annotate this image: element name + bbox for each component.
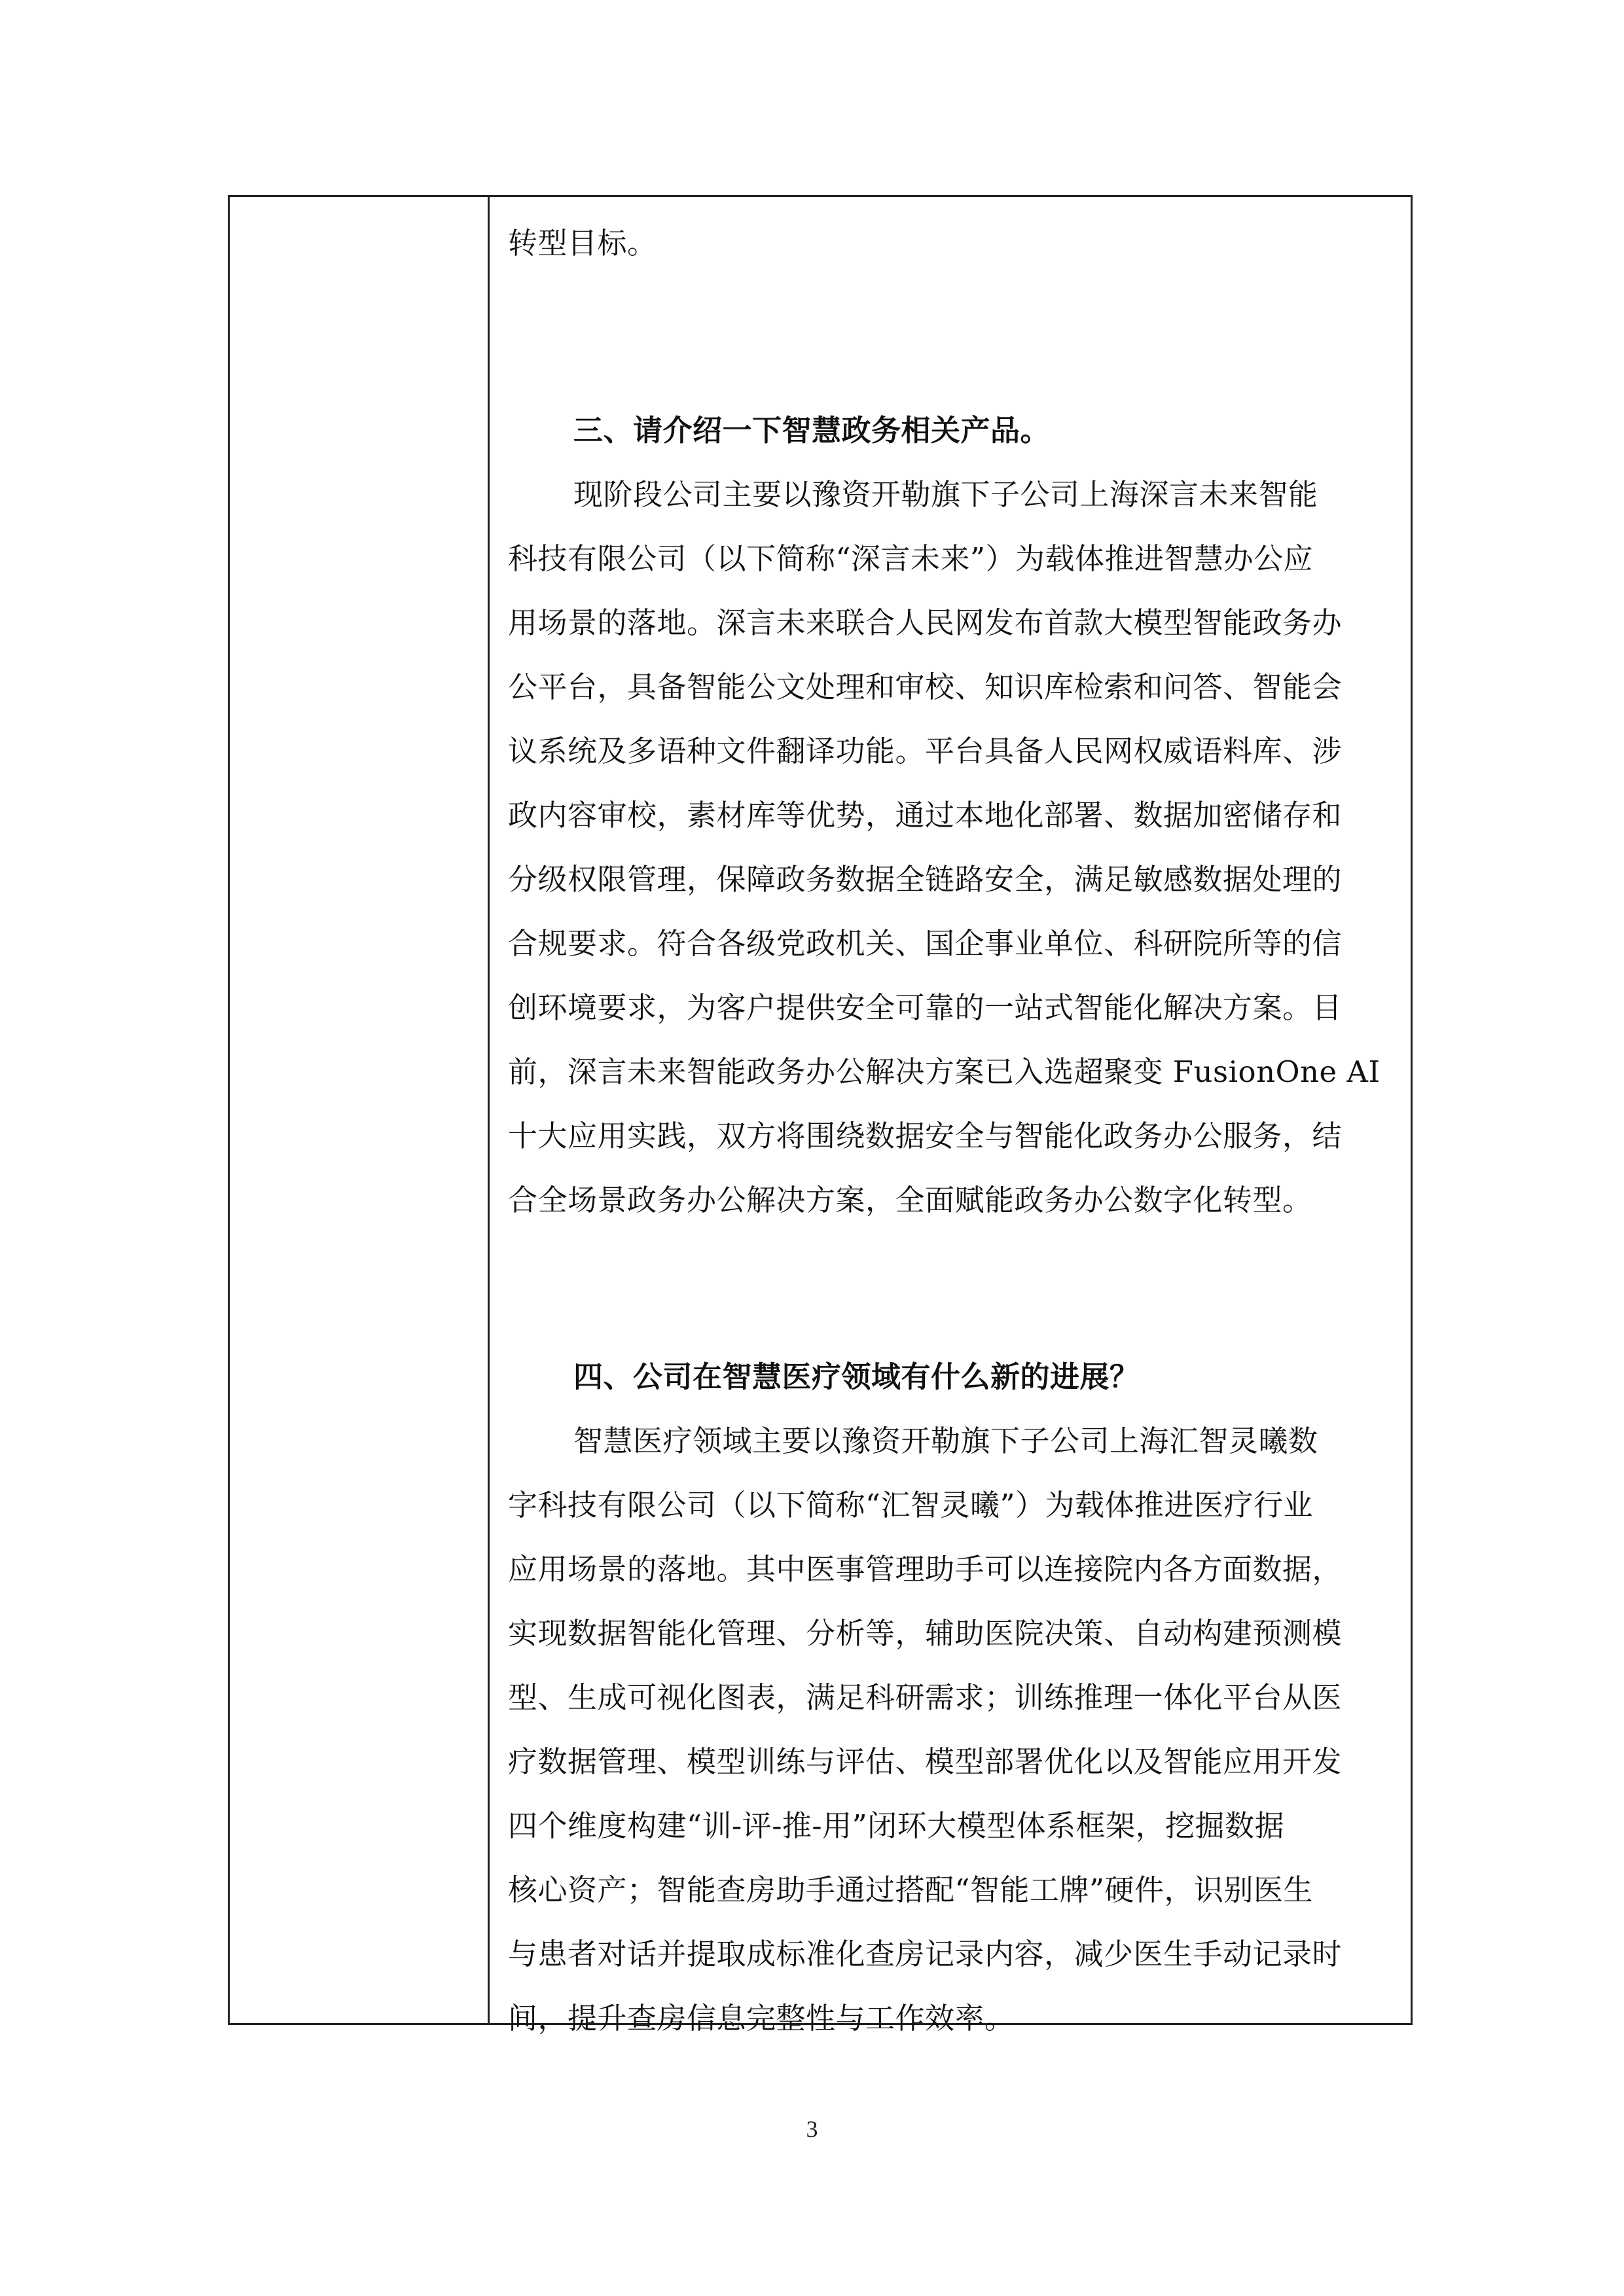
section4-line: 型、生成可视化图表，满足科研需求；训练推理一体化平台从医	[508, 1680, 1343, 1715]
section3-line: 合规要求。符合各级党政机关、国企事业单位、科研院所等的信	[508, 926, 1343, 961]
table-right-cell	[490, 197, 1411, 2036]
spacer	[508, 1232, 1395, 1345]
section3-line: 分级权限管理，保障政务数据全链路安全，满足敏感数据处理的	[508, 862, 1343, 897]
spacer	[508, 276, 1395, 399]
intro-line: 转型目标。	[508, 226, 657, 260]
section4-line: 与患者对话并提取成标准化查房记录内容，减少医生手动记录时	[508, 1937, 1343, 1971]
section3-line: 十大应用实践，双方将围绕数据安全与智能化政务办公服务，结	[508, 1119, 1343, 1153]
section4-heading: 四、公司在智慧医疗领域有什么新的进展？	[573, 1359, 1140, 1394]
section3-line: 用场景的落地。深言未来联合人民网发布首款大模型智能政务办	[508, 605, 1343, 640]
section3-line: 合全场景政务办公解决方案，全面赋能政务办公数字化转型。	[508, 1183, 1312, 1217]
section4-line: 核心资产；智能查房助手通过搭配“智能工牌”硬件，识别医生	[508, 1873, 1314, 1907]
section3-line: 科技有限公司（以下简称“深言未来”）为载体推进智慧办公应	[508, 541, 1314, 576]
section3-heading: 三、请介绍一下智慧政务相关产品。	[573, 413, 1051, 448]
section4-line: 字科技有限公司（以下简称“汇智灵曦”）为载体推进医疗行业	[508, 1488, 1314, 1522]
section4-line: 疗数据管理、模型训练与评估、模型部署优化以及智能应用开发	[508, 1744, 1343, 1779]
section3-line: 公平台，具备智能公文处理和审校、知识库检索和问答、智能会	[508, 670, 1343, 704]
page-number: 3	[806, 2116, 818, 2142]
section4-line: 应用场景的落地。其中医事管理助手可以连接院内各方面数据，	[508, 1552, 1343, 1587]
table-left-cell	[230, 197, 490, 2023]
section3-line: 议系统及多语种文件翻译功能。平台具备人民网权威语料库、涉	[508, 734, 1343, 768]
content-table	[228, 195, 1413, 2036]
section4-line: 四个维度构建“训-评-推-用”闭环大模型体系框架，挖掘数据	[508, 1808, 1285, 1843]
section3-line: 现阶段公司主要以豫资开勒旗下子公司上海深言未来智能	[573, 477, 1318, 512]
section3-line: 政内容审校，素材库等优势，通过本地化部署、数据加密储存和	[508, 798, 1343, 833]
section4-line: 智慧医疗领域主要以豫资开勒旗下子公司上海汇智灵曦数	[573, 1424, 1318, 1458]
section4-line: 实现数据智能化管理、分析等，辅助医院决策、自动构建预测模	[508, 1616, 1343, 1651]
section4-line: 间，提升查房信息完整性与工作效率。	[508, 2001, 1015, 2036]
section3-line: 创环境要求，为客户提供安全可靠的一站式智能化解决方案。目	[508, 990, 1343, 1025]
section3-line: 前，深言未来智能政务办公解决方案已入选超聚变 FusionOne AI	[508, 1054, 1380, 1089]
